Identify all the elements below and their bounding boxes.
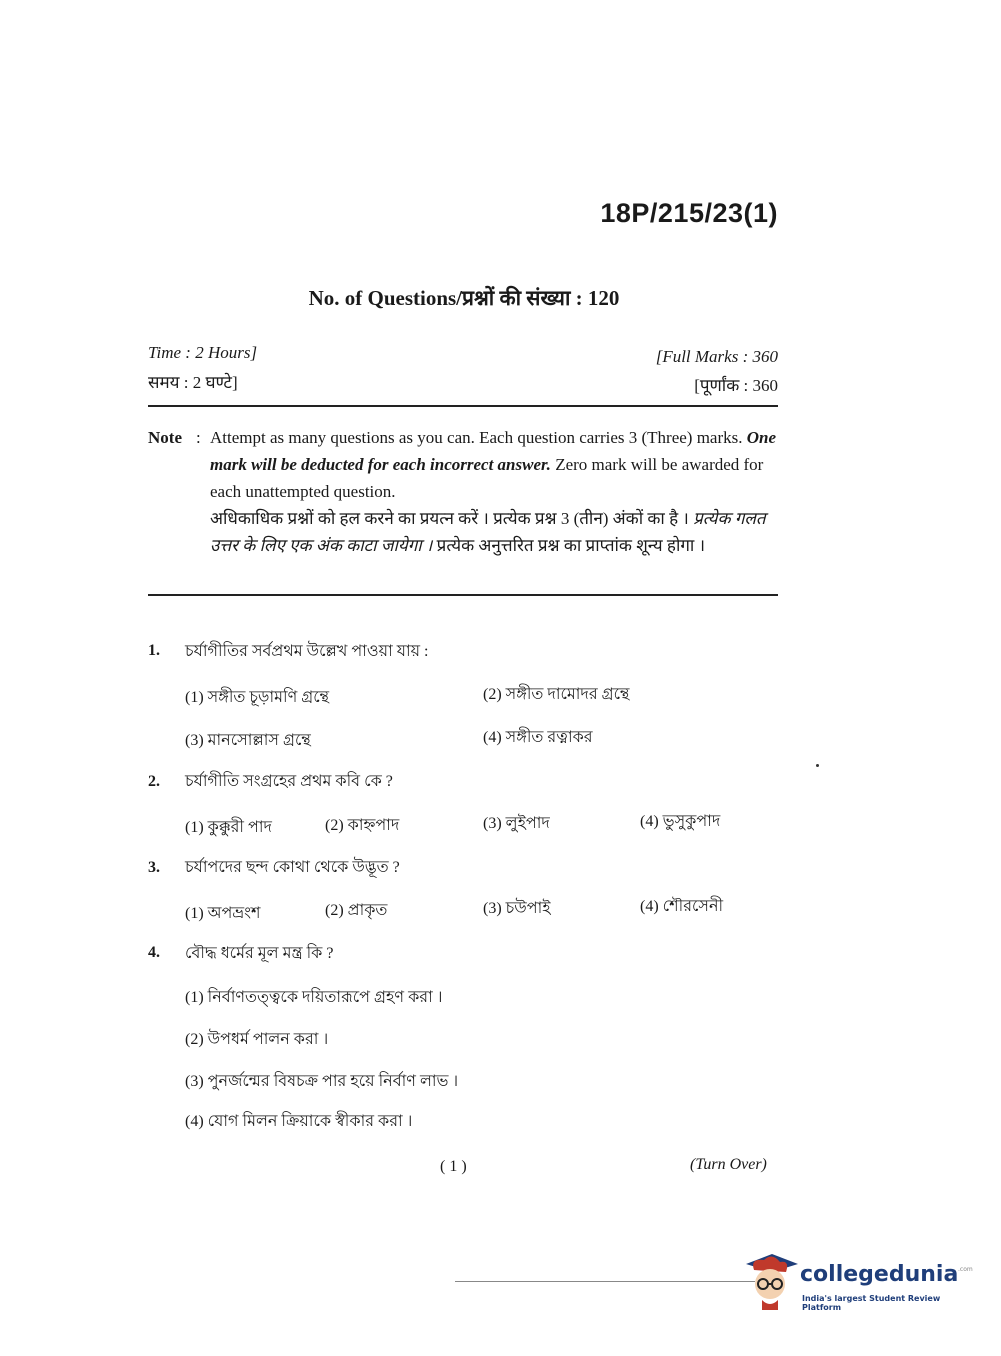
question-text: চর্যাপদের ছন্দ কোথা থেকে উদ্ভূত ?: [185, 859, 400, 876]
time-hindi: समय : 2 घण्टे]: [148, 373, 238, 392]
option: (3) চউপাই: [483, 900, 551, 917]
brand-name: collegedunia: [800, 1262, 959, 1287]
option: (3) মানসোল্লাস গ্রন্থে: [185, 732, 311, 749]
note-en-3: Zero mark will be awarded for each unattempted question.: [210, 455, 764, 501]
option: (4) শৌরসেনী: [640, 898, 724, 915]
speck: [816, 764, 819, 767]
question-number: 1.: [148, 642, 160, 659]
brand-watermark: [742, 1250, 982, 1320]
question-number: 2.: [148, 773, 160, 790]
divider-top: [148, 405, 778, 407]
number-of-questions: No. of Questions/प्रश्नों की संख्या : 120: [308, 286, 620, 310]
page-number: ( 1 ): [440, 1158, 467, 1175]
question-number: 4.: [148, 944, 160, 961]
note-en-1: Attempt as many questions as you can. Each question carries 3 (Three) marks.: [210, 428, 743, 447]
mascot-icon: [742, 1250, 800, 1312]
option: (3) লুইপাদ: [483, 815, 550, 832]
note-block: [148, 424, 780, 559]
note-hi-1: अधिकाधिक प्रश्नों को हल करने का प्रयत्न करें । प्रत्येक प्रश्न 3 (तीन) अंकों का है ।: [210, 509, 689, 528]
option: (2) সঙ্গীত দামোদর গ্রন্থে: [483, 686, 630, 703]
option: (4) সঙ্গীত রত্নাকর: [483, 729, 593, 746]
turn-over: (Turn Over): [690, 1156, 767, 1173]
full-marks-hindi: [पूर्णांक : 360: [694, 376, 778, 395]
note-hi-3: प्रत्येक अनुत्तरित प्रश्न का प्राप्तांक शून्य होगा ।: [436, 536, 706, 555]
option: (4) যোগ মিলন ক্রিয়াকে স্বীকার করা ।: [185, 1113, 413, 1130]
option: (2) প্রাকৃত: [325, 902, 388, 919]
divider-bottom: [148, 594, 778, 596]
option: (1) কুক্কুরী পাদ: [185, 819, 272, 836]
question-text: চর্যাগীতির সর্বপ্রথম উল্লেখ পাওয়া যায় :: [185, 643, 429, 660]
option: (2) উপধর্ম পালন করা ।: [185, 1031, 329, 1048]
option: (1) সঙ্গীত চূড়ামণি গ্রন্থে: [185, 689, 330, 706]
note-hi-2: प्रत्येक गलत उत्तर के लिए एक अंक काटा जायेगा ।: [210, 509, 766, 555]
footer-line: [455, 1281, 755, 1282]
note-colon: :: [196, 428, 201, 447]
brand-tagline: India's largest Student Review Platform: [802, 1294, 941, 1312]
option: (2) কাহ্নপাদ: [325, 817, 400, 834]
option: (1) নির্বাণতত্ত্বকে দয়িতারূপে গ্রহণ করা ।: [185, 989, 443, 1006]
question-text: চর্যাগীতি সংগ্রহের প্রথম কবি কে ?: [185, 773, 393, 790]
brand-com: .com: [958, 1266, 973, 1273]
note-label: Note: [148, 428, 182, 447]
question-text: বৌদ্ধ ধর্মের মূল মন্ত্র কি ?: [185, 945, 334, 962]
option: (1) অপভ্রংশ: [185, 905, 261, 922]
note-en-2: One mark will be deducted for each incorrect answer.: [210, 428, 777, 474]
time-english: Time : 2 Hours]: [148, 343, 258, 362]
option: (4) ভুসুকুপাদ: [640, 813, 721, 830]
option: (3) পুনর্জন্মের বিষচক্র পার হয়ে নির্বাণ লাভ ।: [185, 1073, 459, 1090]
question-number: 3.: [148, 859, 160, 876]
paper-code: 18P/215/23(1): [600, 198, 778, 228]
full-marks-english: [Full Marks : 360: [655, 347, 778, 366]
